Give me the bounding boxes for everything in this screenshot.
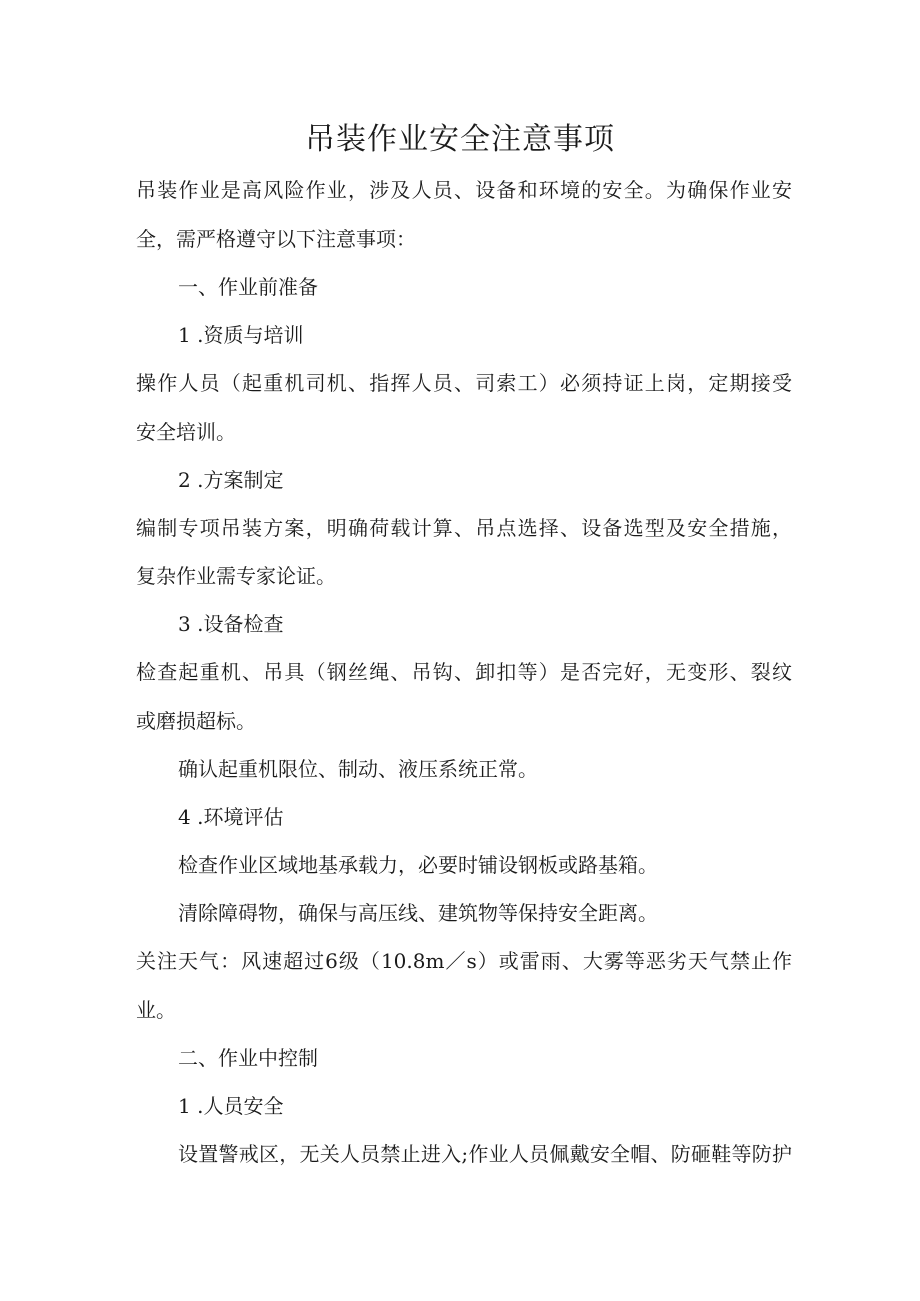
paragraph-line: 或磨损超标。 bbox=[136, 709, 256, 733]
paragraph-line: 检查作业区域地基承载力，必要时铺设钢板或路基箱。 bbox=[178, 853, 658, 877]
document-title: 吊装作业安全注意事项 bbox=[305, 122, 615, 157]
intro-line-2: 全，需严格遵守以下注意事项： bbox=[136, 227, 416, 251]
subheading-equipment: 3 .设备检查 bbox=[178, 612, 284, 636]
subheading-plan: 2 .方案制定 bbox=[178, 468, 284, 492]
paragraph-line: 检查起重机、吊具（钢丝绳、吊钩、卸扣等）是否完好，无变形、裂纹 bbox=[136, 660, 792, 684]
subheading-qualification: 1 .资质与培训 bbox=[178, 323, 304, 347]
subheading-personnel: 1 .人员安全 bbox=[178, 1094, 284, 1118]
subheading-environment: 4 .环境评估 bbox=[178, 805, 284, 829]
section-heading-2: 二、作业中控制 bbox=[178, 1046, 318, 1070]
section-heading-1: 一、作业前准备 bbox=[178, 275, 318, 299]
paragraph-line: 确认起重机限位、制动、液压系统正常。 bbox=[178, 757, 538, 781]
paragraph-line: 清除障碍物，确保与高压线、建筑物等保持安全距离。 bbox=[178, 901, 658, 925]
paragraph-line: 关注天气：风速超过6级（10.8m／s）或雷雨、大雾等恶劣天气禁止作 bbox=[136, 949, 792, 973]
paragraph-line: 编制专项吊装方案，明确荷载计算、吊点选择、设备选型及安全措施， bbox=[136, 516, 792, 540]
paragraph-line: 业。 bbox=[136, 998, 176, 1022]
paragraph-line: 复杂作业需专家论证。 bbox=[136, 564, 336, 588]
paragraph-line: 操作人员（起重机司机、指挥人员、司索工）必须持证上岗，定期接受 bbox=[136, 371, 792, 395]
intro-line-1: 吊装作业是高风险作业，涉及人员、设备和环境的安全。为确保作业安 bbox=[136, 178, 792, 202]
paragraph-line: 设置警戒区，无关人员禁止进入;作业人员佩戴安全帽、防砸鞋等防护 bbox=[178, 1142, 792, 1166]
paragraph-line: 安全培训。 bbox=[136, 420, 236, 444]
